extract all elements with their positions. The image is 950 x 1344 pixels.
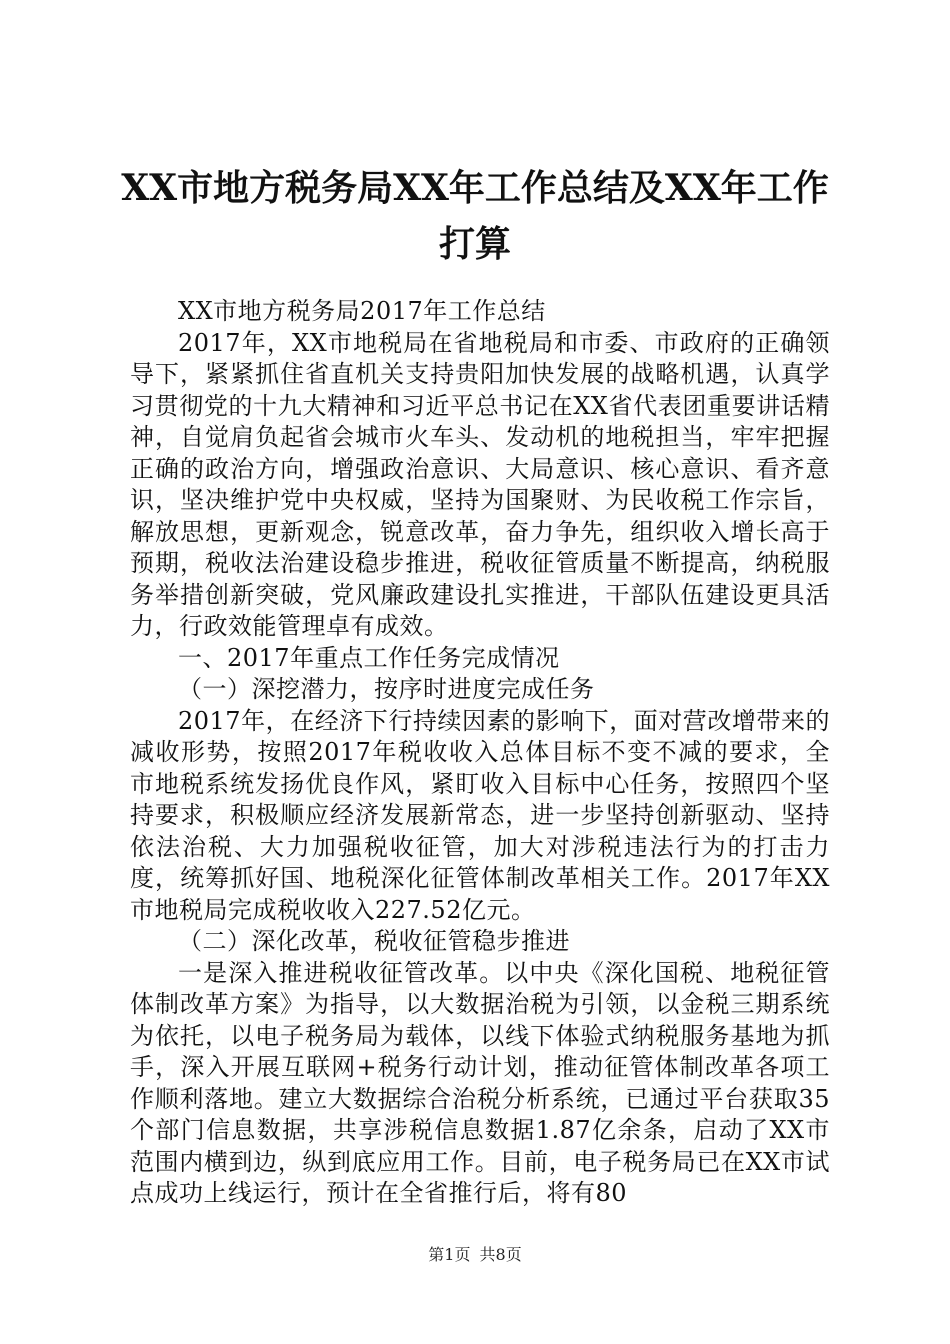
body-paragraph: 2017年，在经济下行持续因素的影响下，面对营改增带来的减收形势，按照2017年税收收入总体目标不变不减的要求，全市地税系统发扬优良作风，紧盯收入目标中心任务，按照四个坚持要求，积极顺应经济发展新常态，进一步坚持创新驱动、坚持依法治税、大力加强税收征管，加大对涉税违法行为的打击力度，统筹抓好国、地税深化征管体制改革相关工作。2017年XX市地税局完成税收收入227.52亿元。 (130, 706, 830, 924)
body-paragraph: 一是深入推进税收征管改革。以中央《深化国税、地税征管体制改革方案》为指导，以大数据治税为引领，以金税三期系统为依托，以电子税务局为载体，以线下体验式纳税服务基地为抓手，深入开展互联网+税务行动计划，推动征管体制改革各项工作顺利落地。建立大数据综合治税分析系统，已通过平台获取35个部门信息数据，共享涉税信息数据1.87亿余条，启动了XX市范围内横到边，纵到底应用工作。目前，电子税务局已在XX市试点成功上线运行，预计在全省推行后，将有80 (130, 958, 830, 1207)
subsection-heading: （一）深挖潜力，按序时进度完成任务 (178, 675, 595, 703)
section-subtitle: XX市地方税务局2017年工作总结 (178, 297, 546, 325)
subsection-heading: （二）深化改革，税收征管稳步推进 (178, 927, 570, 955)
page-total: 共8页 (479, 1245, 522, 1264)
section-heading: 一、2017年重点工作任务完成情况 (178, 643, 560, 672)
page-footer (0, 1242, 950, 1265)
document-body (130, 296, 830, 1210)
page-number: 第1页 (428, 1245, 471, 1264)
body-paragraph: 2017年，XX市地税局在省地税局和市委、市政府的正确领导下，紧紧抓住省直机关支持贵阳加快发展的战略机遇，认真学习贯彻党的十九大精神和习近平总书记在XX省代表团重要讲话精神，自觉肩负起省会城市火车头、发动机的地税担当，牢牢把握正确的政治方向，增强政治意识、大局意识、核心意识、看齐意识，坚决维护党中央权威，坚持为国聚财、为民收税工作宗旨，解放思想，更新观念，锐意改革，奋力争先，组织收入增长高于预期，税收法治建设稳步推进，税收征管质量不断提高，纳税服务举措创新突破，党风廉政建设扎实推进，干部队伍建设更具活力，行政效能管理卓有成效。 (130, 328, 830, 640)
document-title: XX市地方税务局XX年工作总结及XX年工作打算 (121, 167, 829, 265)
